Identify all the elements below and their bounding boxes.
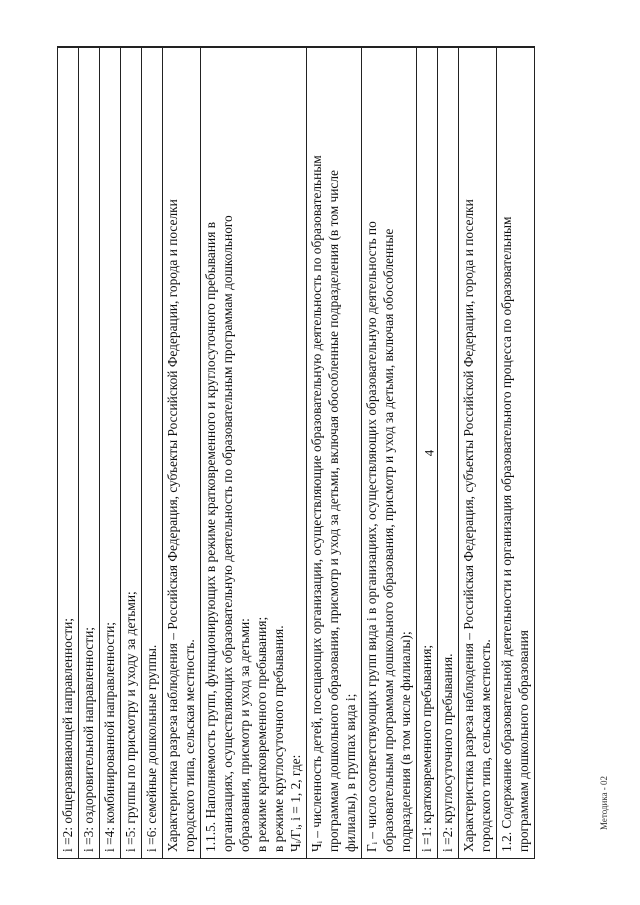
cell-line: программам дошкольного образования, присмотр и уход за детьми, включая обособленные подразделения (в том числе: [326, 170, 341, 852]
document-table-rotated: [57, 46, 550, 859]
table-row: [438, 47, 459, 859]
cell-line: i =3: оздоровительной направленности;: [81, 626, 96, 852]
cell-line: Чᵢ/Гᵢ, i = 1, 2, где:: [288, 754, 303, 852]
table-row: [417, 47, 438, 859]
table-cell: [459, 47, 497, 859]
table-row: [307, 47, 362, 859]
table-cell: [201, 47, 307, 859]
table-row: [201, 47, 307, 859]
document-table: [57, 46, 535, 859]
table-row: [459, 47, 497, 859]
table-cell: [142, 47, 163, 859]
cell-line: i =6: семейные дошкольные группы.: [144, 644, 159, 852]
table-cell: [79, 47, 100, 859]
cell-line: городского типа, сельская местность.: [478, 639, 493, 852]
table-cell: [100, 47, 121, 859]
table-cell: [362, 47, 417, 859]
cell-line: Гᵢ – число соответствующих групп вида i в организациях, осуществляющих образовательную деятельность по: [364, 221, 379, 852]
table-row: [79, 47, 100, 859]
cell-line: Чᵢ – численность детей, посещающих организации, осуществляющие образовательную деятельность по образовательным: [309, 155, 324, 852]
cell-line: Характеристика разреза наблюдения – Российская Федерация, субъекты Российской Федерации, города и поселки: [165, 199, 180, 852]
cell-line: Характеристика разреза наблюдения – Российская Федерация, субъекты Российской Федерации, города и поселки: [461, 199, 476, 852]
table-cell: [438, 47, 459, 859]
cell-line: городского типа, сельская местность.: [182, 639, 197, 852]
table-cell: [163, 47, 201, 859]
cell-line: образовательным программам дошкольного образования, присмотр и уход за детьми, включая обособленные: [381, 228, 396, 852]
table-row: [142, 47, 163, 859]
table-row: [163, 47, 201, 859]
table-row: [58, 47, 79, 859]
cell-line: в режиме кратковременного пребывания;: [254, 616, 269, 852]
table-row: [121, 47, 142, 859]
cell-line: i =5: группы по присмотру и уходу за детьми;: [123, 591, 138, 852]
cell-line: организациях, осуществляющих образовательную деятельность по образовательным программам дошкольного: [220, 215, 235, 852]
cell-line: i =4: комбинированной направленности;: [102, 621, 117, 852]
table-cell: [497, 47, 535, 859]
cell-line: 1.1.5. Наполняемость групп, функционирующих в режиме кратковременного и круглосуточного пребывания в: [203, 221, 218, 852]
table-cell: [307, 47, 362, 859]
cell-line: программам дошкольного образования: [516, 630, 531, 852]
footer-label: Методика - 02: [599, 775, 609, 830]
cell-line: в режиме круглосуточного пребывания.: [271, 625, 286, 852]
cell-line: подразделения (в том числе филиалы);: [398, 631, 413, 852]
table-cell: [417, 47, 438, 859]
cell-line: i =2: общеразвивающей направленности;: [60, 618, 75, 852]
cell-line: i =1: кратковременного пребывания;: [419, 644, 434, 852]
cell-line: i =2: круглосуточного пребывания.: [440, 653, 455, 852]
table-cell: [58, 47, 79, 859]
table-row: [100, 47, 121, 859]
table-row: [497, 47, 535, 859]
page-number: 4: [421, 449, 437, 457]
cell-line: 1.2. Содержание образовательной деятельности и организация образовательного процесса по образовательным: [499, 216, 514, 852]
cell-line: филиалы), в группах вида i;: [343, 693, 358, 852]
table-cell: [121, 47, 142, 859]
cell-line: образования, присмотр и уход за детьми:: [237, 618, 252, 852]
table-row: [362, 47, 417, 859]
